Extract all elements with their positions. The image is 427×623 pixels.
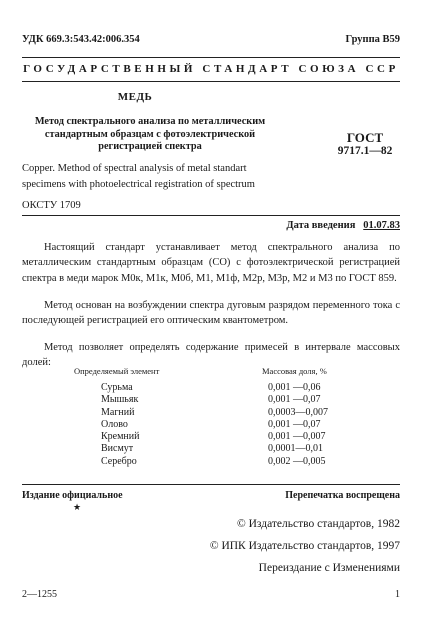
mass-range: 0,001 —0,07: [268, 418, 321, 430]
copyright-line: © Издательство стандартов, 1982: [236, 518, 400, 530]
table-row: [0, 394, 427, 406]
okstu-code: ОКСТУ 1709: [22, 200, 81, 211]
intro-date-label: Дата введения: [286, 220, 356, 231]
standard-title: ГОСУДАРСТВЕННЫЙ СТАНДАРТ СОЮЗА ССР: [23, 63, 399, 75]
document-subtitle-ru: Метод спектрального анализа по металлическим стандартным образцам с фотоэлектрической регистрацией спектра: [34, 116, 266, 152]
element-name: Магний: [101, 406, 135, 418]
body-paragraph-range: Метод позволяет определять содержание примесей в интервале массовых долей:: [22, 342, 400, 369]
element-name: Серебро: [101, 455, 137, 467]
table-row: [0, 382, 427, 394]
element-name: Кремний: [101, 431, 140, 443]
document-subtitle-en: [22, 161, 255, 193]
footer-rule: [22, 484, 400, 485]
page-number: 1: [395, 589, 400, 600]
table-row: [0, 456, 427, 468]
star-icon: ★: [73, 502, 82, 512]
mass-range: 0,0001—0,01: [268, 443, 323, 455]
intro-date: [286, 220, 400, 231]
impurity-table: [0, 382, 427, 468]
mass-range: 0,001 —0,007: [268, 431, 326, 443]
body-paragraph-principle: Метод основан на возбуждении спектра дуговым разрядом переменного тока с последующей регистрацией его оптическим квантометром.: [22, 300, 400, 327]
reissue-note: Переиздание с Изменениями: [258, 562, 400, 574]
element-name: Сурьма: [101, 382, 133, 393]
intro-date-value: 01.07.83: [363, 220, 400, 231]
official-edition-label: Издание официальное: [22, 490, 123, 501]
table-header-element: Определяемый элемент: [74, 366, 160, 376]
mass-range: 0,0003—0,007: [268, 406, 328, 418]
table-row: [0, 443, 427, 455]
udk-code: УДК 669.3:543.42:006.354: [22, 34, 140, 45]
subtitle-en-line: specimens with photoelectrical registration of spectrum: [22, 179, 255, 190]
mass-range: 0,001 —0,07: [268, 394, 321, 406]
group-code: Группа В59: [345, 34, 400, 45]
table-row: [0, 407, 427, 419]
document-title: МЕДЬ: [117, 91, 153, 103]
copyright-line: © ИПК Издательство стандартов, 1997: [209, 540, 400, 552]
mass-range: 0,002 —0,005: [268, 455, 326, 467]
mass-range: 0,001 —0,06: [268, 382, 321, 393]
gost-code: 9717.1—82: [337, 145, 393, 157]
body-paragraph-scope: Настоящий стандарт устанавливает метод спектрального анализа по металлическим стандартным образцам (СО) с фотоэлектрической регистрацией спектра в меди марок М0к, М1к, М0б, М1, М1ф, М2р, М3р, М2 и М3 по ГОСТ 859.: [22, 242, 400, 284]
table-row: [0, 431, 427, 443]
element-name: Олово: [101, 418, 128, 430]
table-row: [0, 419, 427, 431]
reprint-prohibited-label: Перепечатка воспрещена: [285, 490, 400, 501]
subtitle-en-line: Copper. Method of spectral analysis of metal standart: [22, 163, 247, 174]
header-rule-bottom: [22, 81, 400, 82]
table-header-mass: Массовая доля, %: [262, 366, 327, 376]
element-name: Висмут: [101, 443, 134, 455]
section-rule: [22, 215, 400, 216]
print-code: 2—1255: [22, 589, 57, 600]
gost-label: ГОСТ: [346, 130, 384, 145]
header-rule-top: [22, 57, 400, 58]
element-name: Мышьяк: [101, 394, 139, 406]
